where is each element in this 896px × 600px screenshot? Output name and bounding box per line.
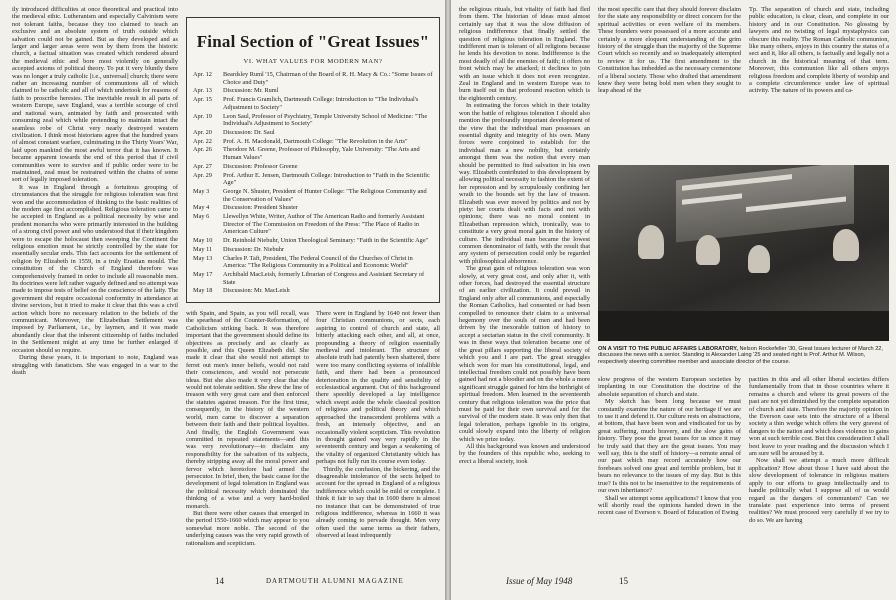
schedule-row (193, 146, 433, 161)
paragraph: In estimating the forces which in their totality won the battle of religious toleration I should also mention the profoundly important development of the view that the individual man possesses an essential dignity and integrity of his own. Many forces were conjoined to establish for the individual man a new nobility, but certainly amongst them was the notion that every man should be permitted to find salvation in his own way. Elizabeth contributed to this development by allowing political necessity to fashion the extent of her repression and by scrupulously confining her wrath to the bounds set by the law of treason. Elizabeth was ever moved by politics and not by piety: her courts dealt with facts and not with opinions; there was no moral content in Elizabethan repression which, ironically, was to constitute a very great moral gain in the history of culture. The individual man became the lowest common denominator of faith, with the result that any system of persecution could only be regarded with philosophical abhorrence. (459, 102, 590, 265)
paragraph: During these years, it is important to note, England was struggling with fanaticism. She was engaged in a war to the death (12, 354, 178, 376)
right-column-3-top (749, 6, 889, 101)
right-column-2-bottom (598, 376, 741, 572)
right-column-1 (459, 6, 590, 572)
schedule-date: May 18 (193, 287, 213, 295)
schedule-date: Apr. 12 (193, 71, 212, 78)
schedule-row (193, 271, 433, 286)
paragraph: My sketch has been long because we must constantly examine the nature of our heritage if we are to use it and defend it. Our culture rests on abstractions, at bottom, that have been won and vindicated for us by great suffering, much bravery, and the slow gains of history. They pose the great issues for us since it may be truly said that they are the great issues. You may well say, this is the stuff of history—a remote annal of our past which may record accurately how our forebears solved one great and terrible problem, but it bears no relevance to the issues of my day. But is this true? Is this not to be insensitive to the requirements of our own inheritance? (598, 398, 741, 495)
schedule-row (193, 287, 433, 295)
paragraph: Shall we attempt some applications? I know that you will shortly read the opinions handed down in the recent case of Everson v. Board of Education of Ewing (598, 494, 741, 517)
person-figure (748, 245, 770, 273)
paragraph: Now shall we attempt a much more difficult application? How about those I have said about the slow development of tolerance in religious matters apply to our efforts to grasp intellectually and to handle politically what I suppose all of us would regard as the dangers of communism? Can we translate past experience into terms of present realities? We must proceed very carefully if we try to do so. We are having (749, 457, 889, 524)
paragraph: Tp. The separation of church and state, including public education, is clear, clean, and complete in our history and in our Constitution. No glossing by lawyers and no twisting of legal mystaphysics can obscure this reality. The Roman Catholic communion, like many others, enjoys in this country the status of a sect and it, like all others, is factually and legally not a church in the historical meaning of that term. Moreover, this communion like all others enjoys religious freedom and complete liberty of worship and a complete circumference under law of spiritual activity. The nature of its powers and ca- (749, 6, 889, 95)
schedule-row (193, 172, 433, 187)
schedule-date: Apr. 29 (193, 171, 212, 179)
schedule-event: Discussion: Dr. Niebuhr (223, 245, 285, 253)
schedule-date: May 17 (193, 271, 213, 279)
magazine-name: DARTMOUTH ALUMNI MAGAZINE (266, 577, 404, 585)
schedule-row (193, 246, 433, 254)
schedule-date: May 11 (193, 245, 213, 253)
schedule-date: Apr. 27 (193, 162, 212, 170)
page-number-left: 14 (215, 576, 224, 586)
schedule-date: May 10 (193, 237, 213, 245)
paragraph: pacities in this and all other liberal societies differs fundamentally from that in those countries where it remains a church and where its great powers of the past are not yet diminished by the complete separation of church and state. Therefore the majority opinion in the Everson case sets into the structure of a liberal society a thin wedge which offers the very gravest of dangers to the nation and which does violence to gains won at such terrible cost. But this consideration I shall best leave to your reading and the discussion which I am sure will be aroused by it. (749, 376, 889, 458)
issue-date: Issue of May 1948 (506, 576, 573, 586)
paragraph: with Spain, and Spain, as you will recall, was the spearhead of the Counter-Reformation, of Catholicism striking back. It was therefore important that the government should define its objectives as precisely and as clearly as possible, and this Queen Elizabeth did. She made it clear that she would not attempt to ferret out men's inner beliefs, would not raid their consciences, and would not persecute ideas. But she also made it very clear that she would not tolerate sedition. She drew the line of treason with very great care and then enforced the statutes against treason. For the first time, consequently, in the history of the western world, men came to discover a separation between their faith and their political loyalties. And finally, the English Government was committed in repeated statements—and this was very revolutionary—to disclaim any responsibility for the salvation of its subjects, thereby stripping away all the moral power and fervor which heretofore had armed the persecutor. In brief, then, the basic cause for the development of legal toleration in England was the political necessity which dominated the thinking of a wise and a very hard-boiled monarch. (186, 310, 309, 510)
person-figure (833, 229, 859, 261)
schedule-date: May 3 (193, 188, 210, 195)
schedule-date: Apr. 15 (193, 96, 212, 104)
box-subtitle: VI. WHAT VALUES FOR MODERN MAN? (243, 58, 383, 65)
person-figure (696, 235, 720, 265)
paragraph: the most specific care that they should forever disclaim for the state any responsibility or direct concern for the spiritual activities or even welfare of its members. These founders were possessed of a more accurate and certainly a more eloquent understanding of the grim history of the struggle than the majority of the Supreme Court which so recently and so inadequately attempted to review it for us. The first amendment to the Constitution has imbedded as the necessary cornerstone of a liberal society. Those who drafted that amendment knew they were being bold men when they sought to leap ahead of the (598, 6, 741, 95)
photo-caption (598, 346, 889, 365)
table-foreground (598, 311, 889, 341)
schedule-event: Discussion: Mr. MacLeish (223, 287, 290, 295)
paragraph: slow progress of the western European societies by implanting in our Constitution the doctrine of the absolute separation of church and state. (598, 376, 741, 398)
schedule-row (193, 163, 433, 171)
left-page (0, 0, 445, 600)
schedule-event: Theodore M. Greene, Professor of Philosophy, Yale University: "The Arts and Human Values" (223, 146, 420, 162)
schedule-row (193, 138, 433, 146)
paragraph: the religious rituals, but vitality of faith had fled from them. The historian of ideas must almost certainly say that it was the slow diffusion of religious indifference that finally settled the question of religious toleration in England. The indifferent man is tolerant of all religions because he lends his devotion to none. Indifference is the most deadly of all the enemies of faith; it offers no front which may be attacked; it declines to join with an issue which it does not even recognize. Zeal in England and in western Europe was to burn itself out in that profound reaction which is the eighteenth century. (459, 6, 590, 102)
schedule-event: Prof. Arthur E. Jensen, Dartmouth College: Introduction to "Faith in the Scientific Age" (223, 171, 430, 187)
schedule-row (193, 71, 433, 86)
schedule-date: May 13 (193, 254, 213, 262)
schedule-row (193, 255, 433, 270)
great-issues-schedule-box (186, 17, 440, 303)
person-figure (638, 225, 664, 259)
schedule-row (193, 213, 433, 236)
right-column-2-top (598, 6, 741, 101)
caption-text: Nelson Rockefeller '30, Great Issues lecturer of March 22, discusses the news with a senior. Standing is Alexander Laing '25 and seated right is Prof. Arthur M. Wilson, respectively steering committee member and associate director of the course. (598, 346, 883, 365)
schedule-row (193, 96, 433, 111)
schedule-date: Apr. 20 (193, 128, 212, 136)
page-number-right: 15 (619, 576, 628, 586)
schedule-event: Llewellyn White, Writer, Author of The American Radio and formerly Assistant Director of The Commission on Freedom of the Press: "The Place of Radio in American Culture" (223, 213, 425, 236)
left-column-1 (12, 6, 178, 572)
schedule-list (193, 71, 433, 295)
right-column-3-bottom (749, 376, 889, 572)
schedule-date: Apr. 26 (193, 146, 212, 154)
schedule-row (193, 129, 433, 137)
schedule-event: Dr. Reinhold Niebuhr, Union Theological Seminary: "Faith in the Scientific Age" (223, 237, 429, 245)
schedule-event: Charles P. Taft, President, The Federal Council of the Churches of Christ in America: "The Religious Community in a Political and Economic World" (223, 254, 413, 270)
schedule-event: Leon Saul, Professor of Psychiatry, Temple University School of Medicine: "The Individual's Adjustment to Society" (223, 112, 428, 128)
left-column-2 (186, 310, 309, 572)
schedule-row (193, 237, 433, 245)
schedule-event: Discussion: President Shuster (223, 204, 298, 212)
schedule-event: Discussion: Dr. Saul (223, 128, 275, 136)
paragraph: There were in England by 1640 not fewer than four Christian communions, or sects, each aspiring to control of church and state, all bitterly attacking each other, and all, at once, propounding a theory of religion essentially medieval and intolerant. The structure of absolute truth had patently been shattered, there were too many conflicting systems of infallible faith, and there had been a pronounced deterioration in the quality and sensibility of ecclesiastical argument. Out of this background there speedily developed a lay intelligence which swept aside the whole classical position of religious and political theory and which approached the transcendent problems with a fresh, an intensely objective, and an occasionally violent scepticism. This revolution in thought gained way very rapidly in the seventeenth century and began a weakening of the vitality of organized Christianity which has perhaps not fully run its course even today. (316, 310, 440, 466)
schedule-row (193, 188, 433, 203)
schedule-event: Discussion: Professor Greene (223, 162, 298, 170)
schedule-row (193, 204, 433, 212)
schedule-event: Discussion: Mr. Ruml (223, 87, 279, 95)
schedule-event: Archibald MacLeish, formerly Librarian of Congress and Assistant Secretary of State (223, 271, 425, 286)
schedule-event: Beardsley Ruml '15, Chairman of the Board of R. H. Macy & Co.: "Some Issues of Choice and Duty" (223, 71, 433, 86)
schedule-date: Apr. 19 (193, 112, 212, 120)
paragraph: ily introduced difficulties at once theoretical and practical into the medieval ethic. Lutheranism and especially Calvinism were not tolerant faiths, because they too claimed to teach an exclusive and an absolute system of truth outside which salvation could not be gained. But as they developed and as larger and larger areas were won by them from the historic church, a factual situation was created which rendered absurd the medieval ethic and bore most violently on generally accepted axioms of political theory. To put it very bluntly there was no longer a truly catholic [i.e., universal] church; there were rather an increasing number of communions all of which claimed to be catholic and all of which undertook for reasons of faith to proscribe heresies. The inevitable result in all parts of western Europe, save England, was a terrible scourge of civil and national wars, animated by faith and prosecuted with consuming zeal which while pretending to maintain intact the seamless robe of Christ very nearly destroyed western civilization. I think most historians agree that the hundred years of almost constant warfare, culminating in the Thirty Years' War, laid upon mankind the most awful terror that it has known. It became apparent towards the end of this period that if civil communities were to survive and if public order were to be maintained, zeal must be restrained within the chains of some sort of legally imposed toleration. (12, 6, 178, 184)
paragraph: But there were other causes that emerged in the period 1550-1660 which may appear to you somewhat more noble. The second of the underlying causes was the very rapid growth of rationalism and scepticism. (186, 509, 309, 547)
schedule-date: May 4 (193, 204, 210, 212)
right-page (451, 0, 896, 600)
schedule-date: May 6 (193, 213, 210, 221)
schedule-row (193, 113, 433, 128)
bulletin-board (676, 165, 854, 242)
schedule-date: Apr. 22 (193, 137, 212, 145)
paragraph: Thirdly, the confusion, the bickering, and the disagreeable intolerance of the sects helped to account for the spread in England of a religious indifference which could be mild or complete. I think it fair to say that in 1600 there is almost no instance that can be demonstrated of true religious indifference, whereas in 1660 it was already coming to pervade thought. Men very often used the same terms as their fathers, observed at least infrequently (316, 465, 440, 540)
paragraph: The great gain of religious toleration was won slowly, at very great cost, and only after it, with other forces, had destroyed the essential structure of an earlier civilization. It could prevail in England only after all communions, and especially the Roman Catholics, had consented or had been compelled to renounce their claim to a universal hegemony over the souls of men and had been driven by the inexorable tuition of history to accept a sectarian status in the civil community. It was in these ways that toleration became one of the great pillars supporting the liberal society of which you and I are part. The great struggles which won for man his constitutional, legal, and intellectual freedom could not possibly have been gained had not a bloodier and on the whole a more significant struggle gained for him the birthright of spiritual freedom. Men learned in the seventeenth century that religious toleration was the price that must be paid for their own survival and for the survival of the modern state. It was only then that legal toleration, perhaps ignoble in its origins, could slowly expand into the liberty of religion which we prize today. (459, 265, 590, 443)
schedule-event: Prof. A. H. Macdonald, Dartmouth College: "The Revolution in the Arts" (223, 137, 408, 145)
paragraph: All this background was known and understood by the founders of this republic who, seeking to erect a liberal society, took (459, 442, 590, 465)
box-title: Final Section of "Great Issues" (196, 32, 430, 51)
news-photo (598, 165, 889, 341)
schedule-event: George N. Shuster, President of Hunter College: "The Religious Community and the Conservation of Values" (223, 188, 427, 203)
schedule-date: Apr. 13 (193, 87, 212, 95)
caption-lead: ON A VISIT TO THE PUBLIC AFFAIRS LABORATORY, (598, 346, 738, 352)
schedule-row (193, 87, 433, 95)
schedule-event: Prof. Francis Gramlich, Dartmouth College: Introduction to "The Individual's Adjustment to Society" (223, 96, 419, 111)
left-column-3 (316, 310, 440, 572)
paragraph: It was in England through a fortuitous grouping of circumstances that the struggle for religious toleration was first won and the accommodation of thinking to the basic realities of the modern age first accomplished. Religious toleration came to be accepted in England as a political necessity by wise and prudent monarchs who were primarily interested in the building of a strong civil power and who understood that if their kingdom were to escape the holocaust then sweeping the Continent the religious emotion must be strictly controlled by the state for essentially secular ends. This fact accounts for the settlement of religion by Elizabeth in 1559, in a truly Erastian mould. The constitution of the Church of England therefore was comprehensively framed in order to include all reasonable men. Its doctrines were left rather vaguely defined and no attempt was made to impose tests of belief on the conscience of the laity. The government did require occasional conformity in attendance at divine services, but it tried to make it clear that this was a civil action which bore no necessary relation to the beliefs of the communicant. Moreover, the Elizabethan Settlement was imposed by Parliament, i.e., by laymen, and it was made abundantly clear that the inherent citizenship of faiths included in the Settlement might at any time be further enlarged if occasion should so require. (12, 183, 178, 354)
